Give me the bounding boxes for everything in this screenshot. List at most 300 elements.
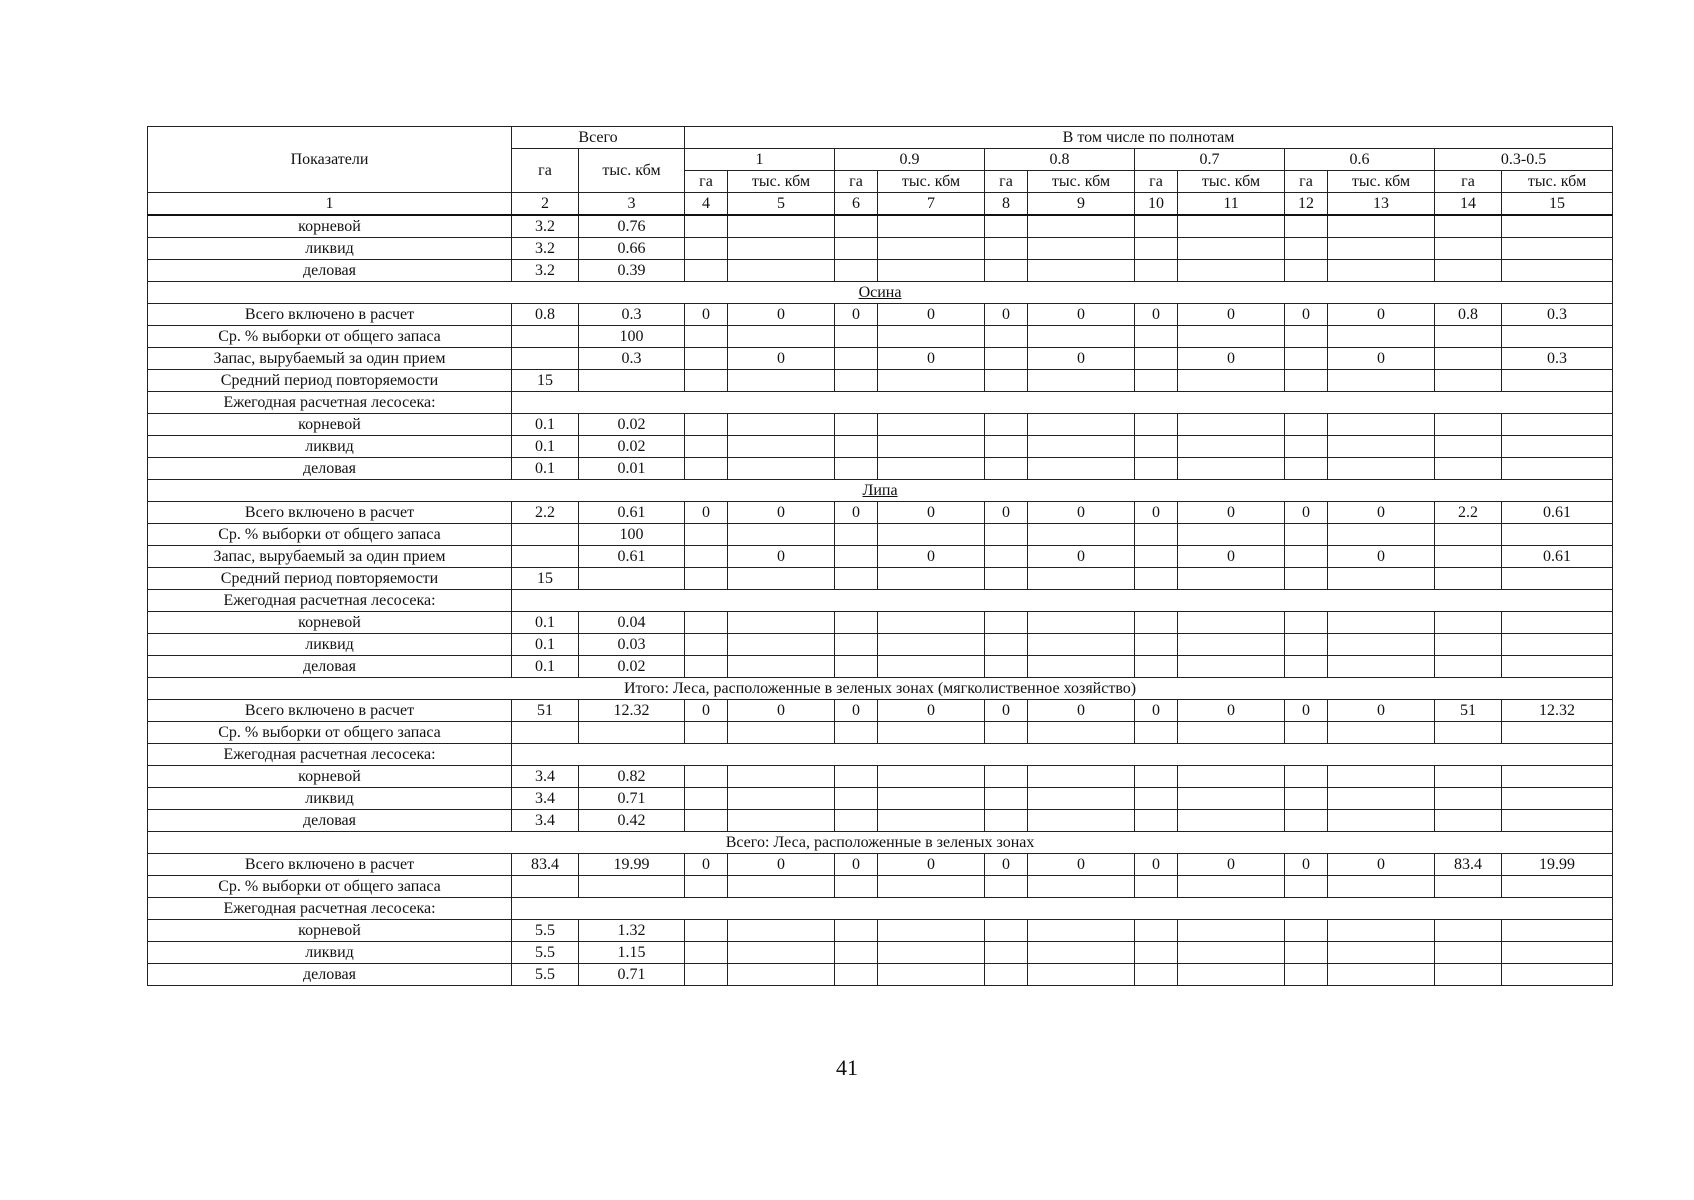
table-cell (1285, 568, 1328, 590)
table-cell (1178, 942, 1285, 964)
table-cell: 0.04 (579, 612, 685, 634)
table-row (148, 898, 1613, 920)
header-unit-ha: га (1285, 171, 1328, 193)
table-cell: 100 (579, 524, 685, 546)
table-cell: 3.2 (512, 238, 579, 260)
row-label: деловая (148, 810, 512, 832)
merged-cell (512, 744, 1613, 766)
section-title-text: Итого: Леса, расположенные в зеленых зонах (мягколиственное хозяйство) (623, 680, 1137, 697)
table-cell (728, 788, 835, 810)
column-number: 10 (1135, 193, 1178, 216)
table-cell (985, 722, 1028, 744)
table-cell (1028, 656, 1135, 678)
table-cell (1285, 920, 1328, 942)
table-cell (1328, 656, 1435, 678)
table-cell (1028, 414, 1135, 436)
table-cell (1328, 524, 1435, 546)
table-cell: 0 (1028, 700, 1135, 722)
table-cell: 0 (1135, 700, 1178, 722)
table-cell: 0.01 (579, 458, 685, 480)
table-cell (1285, 348, 1328, 370)
table-cell (728, 810, 835, 832)
table-cell (1435, 348, 1502, 370)
header-unit-vol: тыс. кбм (1178, 171, 1285, 193)
table-cell (878, 414, 985, 436)
column-number: 8 (985, 193, 1028, 216)
table-cell (835, 238, 878, 260)
table-cell (1435, 260, 1502, 282)
table-cell (685, 215, 728, 238)
table-cell (1135, 524, 1178, 546)
header-density: 1 (685, 149, 835, 171)
table-cell (835, 964, 878, 986)
table-cell: 0 (878, 546, 985, 568)
header-total-vol: тыс. кбм (579, 149, 685, 193)
table-cell (579, 876, 685, 898)
table-cell (1435, 436, 1502, 458)
table-cell (1328, 414, 1435, 436)
merged-cell (512, 392, 1613, 414)
table-cell (1028, 524, 1135, 546)
table-cell (1135, 656, 1178, 678)
table-cell: 0 (1178, 854, 1285, 876)
table-row (148, 656, 1613, 678)
table-cell (1285, 766, 1328, 788)
table-cell (1502, 436, 1613, 458)
table-cell (835, 260, 878, 282)
table-cell (1502, 215, 1613, 238)
table-cell (1028, 942, 1135, 964)
table-row (148, 810, 1613, 832)
table-cell: 0 (1285, 700, 1328, 722)
table-cell (1285, 414, 1328, 436)
table-cell (1028, 722, 1135, 744)
table-cell (1502, 766, 1613, 788)
table-cell (685, 414, 728, 436)
table-cell (685, 326, 728, 348)
table-cell (728, 436, 835, 458)
table-cell (1502, 260, 1613, 282)
table-cell (1285, 942, 1328, 964)
table-cell (1328, 942, 1435, 964)
table-cell (878, 810, 985, 832)
table-cell: 0 (878, 854, 985, 876)
table-cell (1028, 458, 1135, 480)
table-cell (728, 215, 835, 238)
table-cell (985, 612, 1028, 634)
table-cell: 0 (1178, 546, 1285, 568)
header-total: Всего (512, 127, 685, 149)
table-row (148, 458, 1613, 480)
header-total-ha: га (512, 149, 579, 193)
table-cell (1435, 722, 1502, 744)
table-cell (1135, 766, 1178, 788)
table-cell (685, 260, 728, 282)
table-cell (878, 260, 985, 282)
table-cell (878, 920, 985, 942)
row-label: Ежегодная расчетная лесосека: (148, 898, 512, 920)
table-cell: 15 (512, 568, 579, 590)
table-cell (685, 348, 728, 370)
table-cell (1178, 920, 1285, 942)
table-cell: 15 (512, 370, 579, 392)
table-cell (1135, 722, 1178, 744)
table-cell (728, 458, 835, 480)
section-title-row (148, 282, 1613, 304)
table-cell: 0 (685, 502, 728, 524)
table-cell (835, 942, 878, 964)
table-cell: 0 (728, 854, 835, 876)
table-cell (835, 215, 878, 238)
table-cell (1328, 458, 1435, 480)
table-row (148, 348, 1613, 370)
table-cell (512, 722, 579, 744)
table-cell (985, 634, 1028, 656)
table-row (148, 524, 1613, 546)
table-cell: 19.99 (579, 854, 685, 876)
table-cell (835, 634, 878, 656)
row-label: деловая (148, 964, 512, 986)
table-cell (1178, 326, 1285, 348)
row-label: корневой (148, 215, 512, 238)
table-cell (985, 238, 1028, 260)
table-cell (1285, 260, 1328, 282)
table-cell: 0 (1328, 304, 1435, 326)
table-cell: 2.2 (1435, 502, 1502, 524)
header-density: 0.9 (835, 149, 985, 171)
table-cell (579, 722, 685, 744)
header-unit-ha: га (835, 171, 878, 193)
table-cell (985, 260, 1028, 282)
table-cell: 0 (878, 348, 985, 370)
merged-cell (512, 590, 1613, 612)
row-label: Ежегодная расчетная лесосека: (148, 744, 512, 766)
row-label: ликвид (148, 942, 512, 964)
table-cell (835, 810, 878, 832)
table-cell: 0.3 (1502, 348, 1613, 370)
row-label: ликвид (148, 238, 512, 260)
table-cell (728, 568, 835, 590)
header-by-density: В том числе по полнотам (685, 127, 1613, 149)
table-cell (1502, 942, 1613, 964)
table-cell (1285, 370, 1328, 392)
table-cell (1135, 568, 1178, 590)
row-label: ликвид (148, 634, 512, 656)
table-cell (1135, 215, 1178, 238)
column-number: 6 (835, 193, 878, 216)
table-row (148, 392, 1613, 414)
table-cell (1028, 788, 1135, 810)
table-cell (1502, 656, 1613, 678)
table-cell (1178, 568, 1285, 590)
table-row (148, 414, 1613, 436)
row-label: Запас, вырубаемый за один прием (148, 348, 512, 370)
table-cell (878, 326, 985, 348)
table-cell (985, 788, 1028, 810)
table-cell (835, 458, 878, 480)
table-cell (878, 788, 985, 810)
table-cell (1135, 612, 1178, 634)
table-row (148, 876, 1613, 898)
table-cell: 0 (1328, 854, 1435, 876)
table-cell (1285, 612, 1328, 634)
table-cell (1328, 722, 1435, 744)
table-cell (1285, 326, 1328, 348)
table-cell: 0.61 (1502, 502, 1613, 524)
table-cell (835, 766, 878, 788)
table-cell (1285, 656, 1328, 678)
header-density: 0.7 (1135, 149, 1285, 171)
header-unit-vol: тыс. кбм (728, 171, 835, 193)
table-cell (1028, 920, 1135, 942)
row-label: деловая (148, 458, 512, 480)
table-row (148, 326, 1613, 348)
table-cell (728, 260, 835, 282)
table-cell (1178, 436, 1285, 458)
table-cell (1435, 964, 1502, 986)
table-cell (1135, 238, 1178, 260)
table-row (148, 612, 1613, 634)
table-cell: 0 (728, 700, 835, 722)
table-cell: 0 (1328, 348, 1435, 370)
table-row (148, 546, 1613, 568)
table-cell (1285, 810, 1328, 832)
table-cell (1028, 766, 1135, 788)
table-cell (685, 458, 728, 480)
table-cell (985, 458, 1028, 480)
table-cell (685, 722, 728, 744)
table-cell (1285, 458, 1328, 480)
section-title (148, 282, 1613, 304)
section-title (148, 832, 1613, 854)
table-cell (1135, 370, 1178, 392)
table-row (148, 788, 1613, 810)
column-number-row (148, 193, 1613, 216)
table-cell: 0 (1285, 304, 1328, 326)
table-cell (835, 348, 878, 370)
table-cell (1502, 788, 1613, 810)
table-cell (1285, 546, 1328, 568)
table-cell: 0.71 (579, 788, 685, 810)
table-cell: 0.1 (512, 634, 579, 656)
table-cell (985, 414, 1028, 436)
table-cell (1502, 524, 1613, 546)
table-cell (1135, 634, 1178, 656)
table-cell (1135, 458, 1178, 480)
table-cell: 0.8 (512, 304, 579, 326)
row-label: Средний период повторяемости (148, 568, 512, 590)
table-cell (985, 215, 1028, 238)
table-cell (878, 964, 985, 986)
table-row (148, 215, 1613, 238)
table-cell (685, 568, 728, 590)
table-cell (728, 634, 835, 656)
table-cell (685, 634, 728, 656)
column-number: 14 (1435, 193, 1502, 216)
table-cell: 1.15 (579, 942, 685, 964)
table-cell: 0 (1328, 502, 1435, 524)
table-cell (728, 238, 835, 260)
row-label: корневой (148, 414, 512, 436)
row-label: Ежегодная расчетная лесосека: (148, 392, 512, 414)
table-cell (1435, 458, 1502, 480)
table-cell (985, 876, 1028, 898)
table-cell (1135, 260, 1178, 282)
table-cell: 0 (685, 700, 728, 722)
table-cell (1435, 788, 1502, 810)
table-cell (1328, 876, 1435, 898)
table-cell (1328, 612, 1435, 634)
page-number: 41 (836, 1055, 858, 1080)
table-cell (1435, 656, 1502, 678)
table-cell (985, 942, 1028, 964)
table-cell (728, 612, 835, 634)
table-cell (1435, 942, 1502, 964)
table-cell (1178, 612, 1285, 634)
table-cell (1328, 964, 1435, 986)
table-cell: 0.42 (579, 810, 685, 832)
row-label: Ежегодная расчетная лесосека: (148, 590, 512, 612)
table-cell: 0 (1135, 854, 1178, 876)
table-cell (1285, 436, 1328, 458)
table-cell (1435, 546, 1502, 568)
table-cell (985, 326, 1028, 348)
table-row (148, 920, 1613, 942)
table-cell: 0 (1028, 304, 1135, 326)
table-cell (728, 370, 835, 392)
header-unit-ha: га (985, 171, 1028, 193)
table-cell (728, 656, 835, 678)
row-label: ликвид (148, 436, 512, 458)
table-cell (1502, 326, 1613, 348)
table-cell: 0.3 (1502, 304, 1613, 326)
table-cell: 0.71 (579, 964, 685, 986)
table-cell (1285, 215, 1328, 238)
table-cell (878, 436, 985, 458)
column-number: 13 (1328, 193, 1435, 216)
table-cell (685, 546, 728, 568)
table-cell (1435, 876, 1502, 898)
table-cell: 0 (1178, 304, 1285, 326)
table-cell: 0.1 (512, 612, 579, 634)
section-title-row (148, 480, 1613, 502)
table-cell: 0 (835, 700, 878, 722)
table-cell (985, 810, 1028, 832)
table-cell (835, 546, 878, 568)
table-cell (878, 458, 985, 480)
table-cell (1135, 326, 1178, 348)
table-cell (1502, 612, 1613, 634)
table-cell (878, 634, 985, 656)
forest-harvest-table (147, 126, 1613, 986)
table-cell (1502, 920, 1613, 942)
table-cell (1502, 876, 1613, 898)
table-cell (728, 326, 835, 348)
table-cell (985, 524, 1028, 546)
table-cell: 0 (1178, 700, 1285, 722)
table-cell (728, 964, 835, 986)
table-cell (1435, 326, 1502, 348)
table-cell: 3.2 (512, 215, 579, 238)
table-cell (1028, 634, 1135, 656)
section-title-text: Всего: Леса, расположенные в зеленых зонах (725, 834, 1035, 851)
table-cell: 0.1 (512, 656, 579, 678)
table-cell: 0 (835, 502, 878, 524)
table-cell (835, 612, 878, 634)
table-cell (685, 876, 728, 898)
table-cell (1435, 370, 1502, 392)
row-label: деловая (148, 656, 512, 678)
table-cell: 0 (728, 502, 835, 524)
table-cell (835, 788, 878, 810)
table-cell (1178, 458, 1285, 480)
table-cell (1502, 722, 1613, 744)
table-cell: 0.02 (579, 436, 685, 458)
table-cell: 0 (878, 700, 985, 722)
table-cell (1178, 656, 1285, 678)
table-cell: 0 (1135, 502, 1178, 524)
table-cell (1502, 634, 1613, 656)
section-title (148, 480, 1613, 502)
table-cell (685, 964, 728, 986)
table-cell (1135, 348, 1178, 370)
row-label: Ср. % выборки от общего запаса (148, 524, 512, 546)
table-cell (1285, 876, 1328, 898)
header-unit-ha: га (1135, 171, 1178, 193)
table-cell (878, 612, 985, 634)
table-cell (1328, 634, 1435, 656)
table-cell (835, 414, 878, 436)
table-cell (1135, 942, 1178, 964)
table-cell: 0 (1285, 854, 1328, 876)
table-cell: 0 (835, 304, 878, 326)
table-cell (1178, 810, 1285, 832)
section-title (148, 678, 1613, 700)
merged-cell (512, 898, 1613, 920)
table-cell (1028, 215, 1135, 238)
table-cell (985, 436, 1028, 458)
table-cell (685, 238, 728, 260)
table-cell: 0.3 (579, 348, 685, 370)
table-cell (1178, 414, 1285, 436)
table-cell (835, 876, 878, 898)
table-cell (985, 766, 1028, 788)
table-cell (1135, 920, 1178, 942)
column-number: 2 (512, 193, 579, 216)
table-cell (985, 568, 1028, 590)
table-cell: 0.1 (512, 414, 579, 436)
table-cell (1435, 612, 1502, 634)
table-cell: 51 (512, 700, 579, 722)
table-cell: 0 (1028, 348, 1135, 370)
table-cell (1285, 722, 1328, 744)
table-cell (728, 766, 835, 788)
column-number: 7 (878, 193, 985, 216)
table-row (148, 964, 1613, 986)
table-cell (1328, 238, 1435, 260)
table-cell: 0 (1028, 854, 1135, 876)
table-cell (1285, 964, 1328, 986)
column-number: 12 (1285, 193, 1328, 216)
table-cell (1178, 260, 1285, 282)
table-cell: 83.4 (512, 854, 579, 876)
table-cell (1178, 876, 1285, 898)
table-cell (985, 546, 1028, 568)
table-cell (685, 612, 728, 634)
table-cell (512, 326, 579, 348)
table-cell: 0.3 (579, 304, 685, 326)
row-label: Средний период повторяемости (148, 370, 512, 392)
